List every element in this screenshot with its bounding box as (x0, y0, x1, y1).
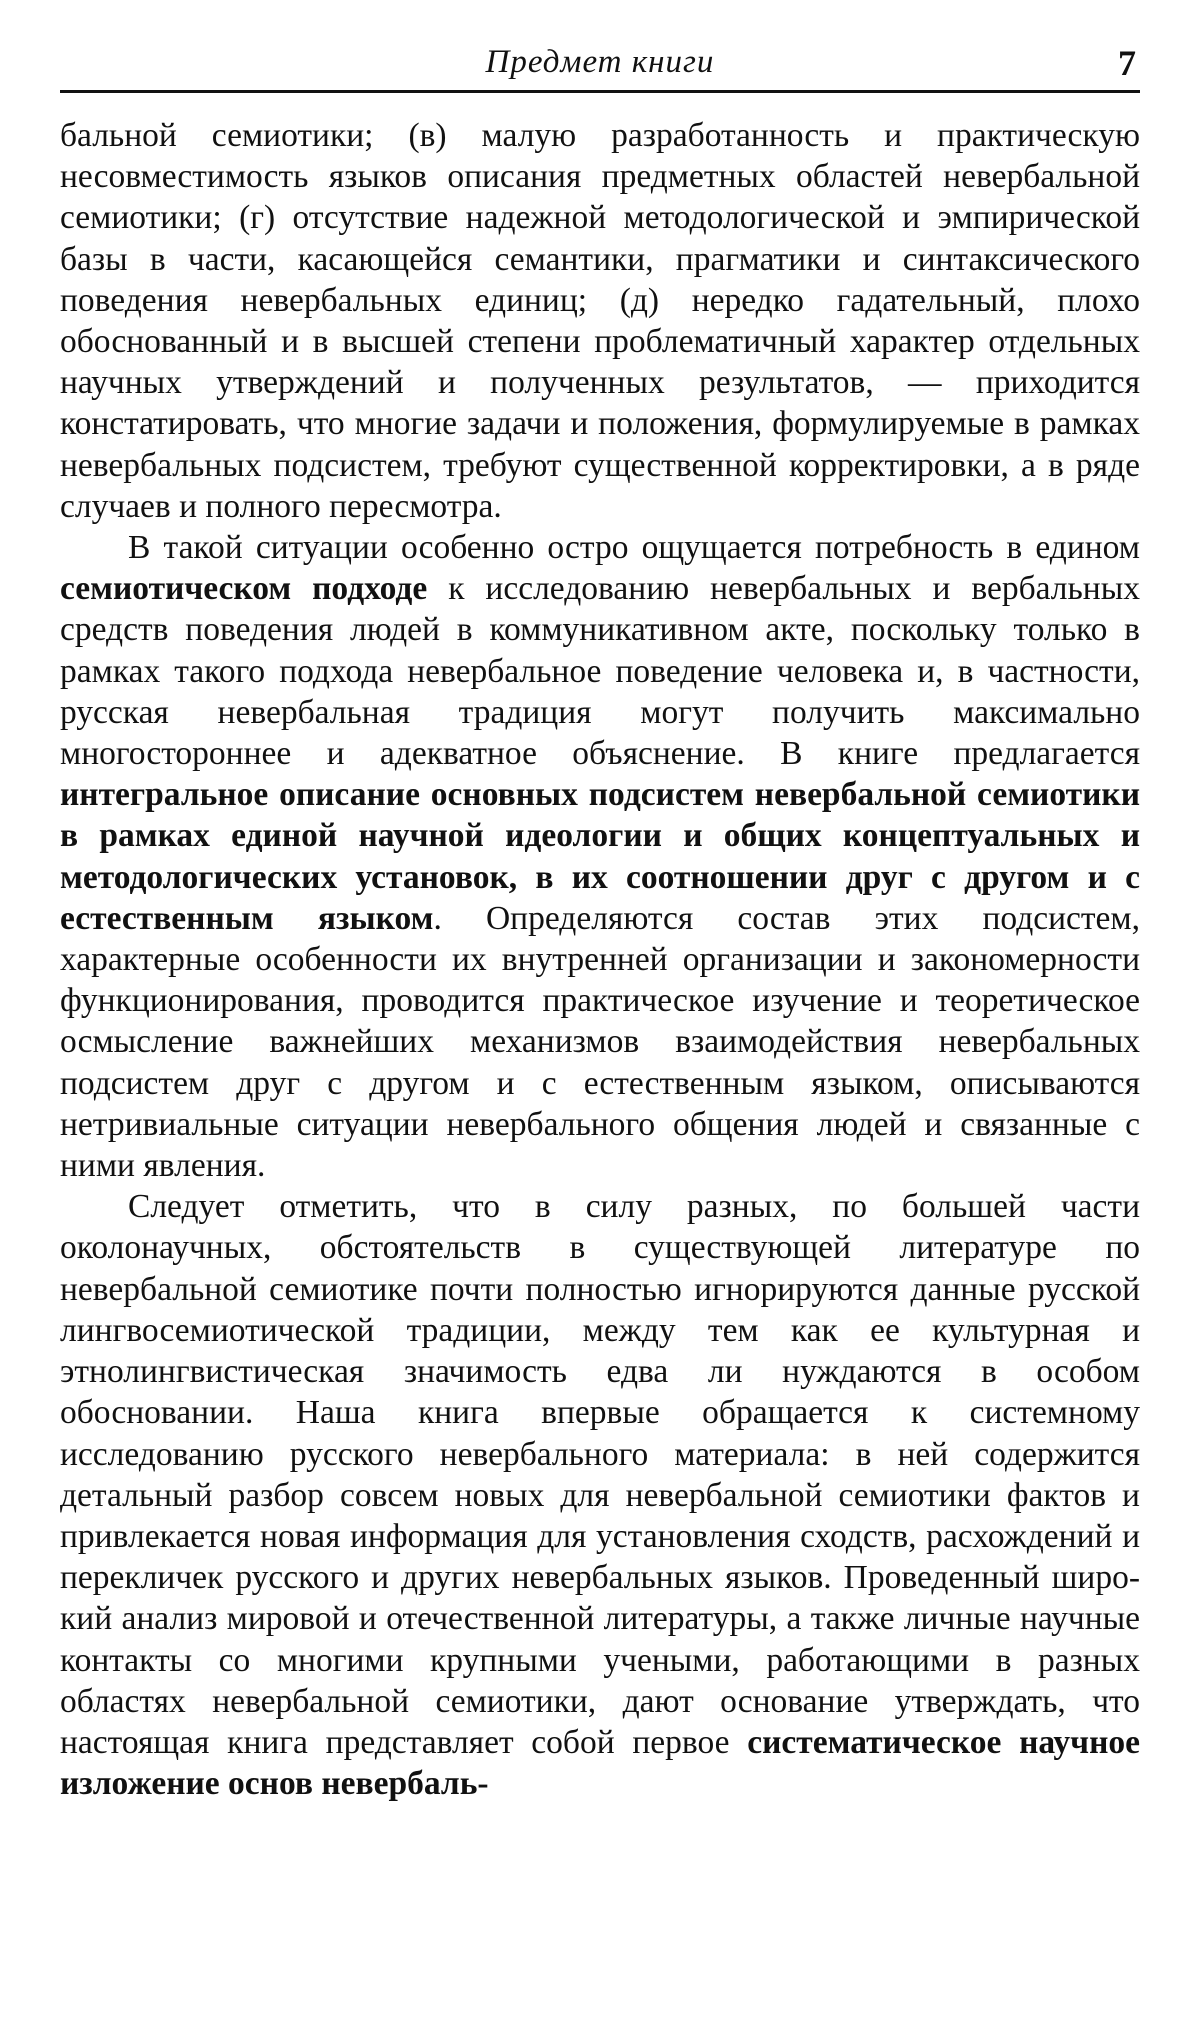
text-segment: к исследованию невербальных и вербальных средств поведения людей в коммуникативном акте, поскольку только в рамках такого подхода невербальное поведение человека и, в частности, русская невербальная традиция могут получить максимально многостороннее и адекватное объяснение. В книге предлагается (60, 570, 1140, 773)
running-header (60, 38, 1140, 93)
emphasis-text: систематическое научное изложение основ невербаль- (60, 1723, 1140, 1803)
paragraph-3 (60, 1186, 1140, 1804)
text-segment: Следует отметить, что в силу разных, по большей части околонаучных, обстоятельств в существующей литературе по невербальной семиотике почти полностью игнорируются данные русской лингвосемиотической традиции, между тем как ее культурная и этнолингвистическая значимость едва ли нуждаются в особом обосновании. Наша книга впервые обращается к системному исследованию русского невербального материала: в ней содержится детальный разбор совсем новых для невербальной семиотики фактов и привлекается новая информация для установления сходств, расхождений и перекличек русского и других невербальных языков. Проведенный широкий анализ мировой и отечественной литературы, а также личные научные контакты со многими крупными учеными, работающими в разных областях невербальной семиотики, дают основание утверждать, что настоящая книга представляет собой первое (60, 1188, 1140, 1761)
paragraph-1 (60, 115, 1140, 527)
body-text (60, 115, 1140, 1804)
emphasis-text: интегральное описание основных подсистем невербальной семиотики в рамках единой научной идеологии и общих концептуальных и методологических установок, в их соотношении друг с другом и с естественным языком (60, 776, 1140, 937)
text-segment: В такой ситуации особенно остро ощущается потребность в едином (128, 529, 1140, 567)
book-page (60, 38, 1140, 1804)
text-segment: . Определяются состав этих подсистем, характерные особенности их внутренней организации и закономерности функционирования, проводится практическое изучение и теоретическое осмысление важнейших механизмов взаимодействия невербальных подсистем друг с другом и с естественным языком, описываются нетривиальные ситуации невербального общения людей и связанные с ними явления. (60, 899, 1140, 1185)
emphasis-text: семиотическом подходе (60, 570, 428, 608)
running-title: Предмет книги (485, 44, 715, 80)
text-segment: бальной семиотики; (в) малую разработанность и практическую несовместимость языков описания предметных областей невербальной семиотики; (г) отсутствие надежной методологической и эмпирической базы в части, касающейся семантики, прагматики и синтаксического поведения невербальных единиц; (д) нередко гадательный, плохо обоснованный и в высшей степени проблематичный характер отдельных научных утверждений и полученных результатов, — приходится констатировать, что многие задачи и положения, формулируемые в рамках невербальных подсистем, требуют существенной корректировки, а в ряде случаев и полного пересмотра. (60, 117, 1140, 525)
page-number: 7 (1118, 43, 1136, 83)
paragraph-2 (60, 527, 1140, 1186)
